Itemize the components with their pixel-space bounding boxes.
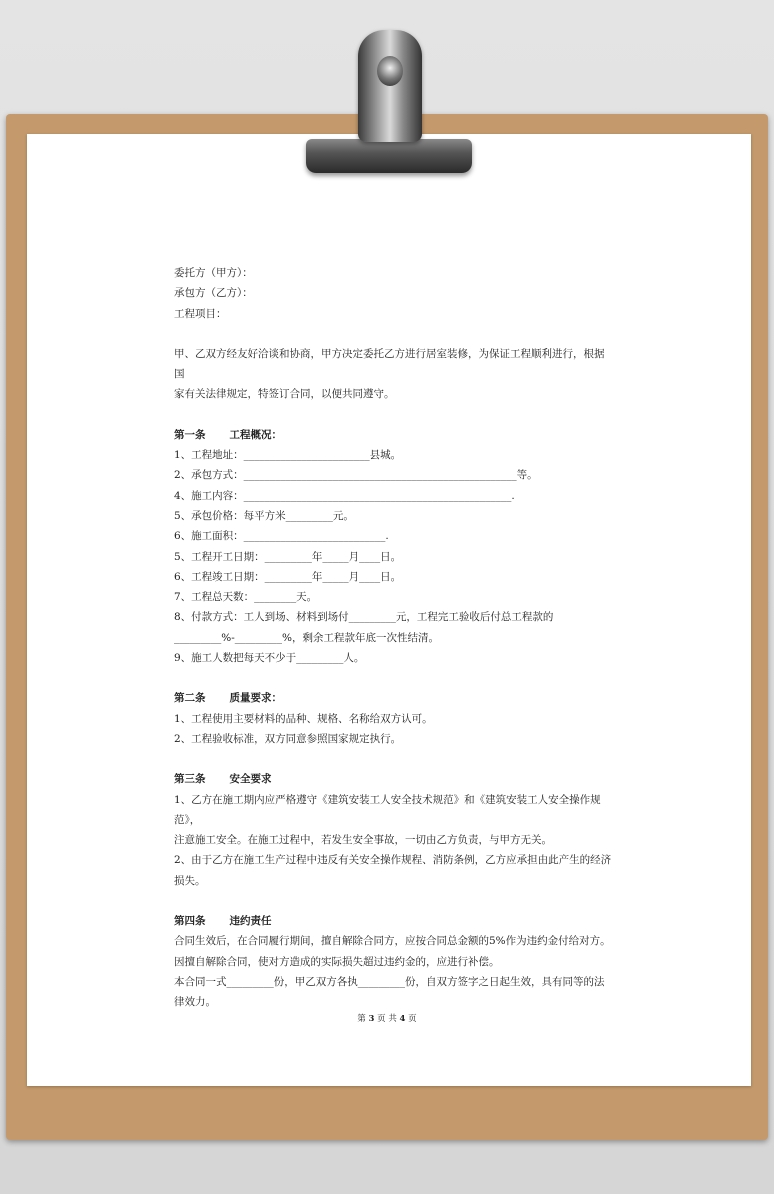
article-1-line: 8、付款方式：工人到场、材料到场付_________元，工程完工验收后付总工程款的 [174, 611, 554, 624]
intro-line: 家有关法律规定，特签订合同，以便共同遵守。 [174, 388, 395, 401]
article-4-line: 本合同一式_________份，甲乙双方各执_________份，自双方签字之日起生效，具有同等的法 [174, 975, 605, 988]
binder-clip-lever [358, 30, 422, 142]
article-1-line: 5、工程开工日期：_________年_____月____日。 [174, 550, 402, 563]
party-a-line: 委托方（甲方）： [174, 267, 253, 279]
article-1-line: 2、承包方式：____________________________________________________等。 [174, 469, 538, 482]
footer-total: 4 [399, 1014, 406, 1024]
article-1-heading: 第一条 工程概况： [174, 428, 282, 441]
article-2-heading: 第二条 质量要求： [174, 692, 282, 705]
binder-clip-hole [377, 56, 403, 86]
article-1-line: 6、施工面积：___________________________. [174, 530, 389, 543]
page-number-footer [300, 1012, 474, 1024]
article-3-line: 2、由于乙方在施工生产过程中违反有关安全操作规程、消防条例，乙方应承担由此产生的经济 [174, 854, 612, 867]
intro-line: 甲、乙双方经友好洽谈和协商，甲方决定委托乙方进行居室装修，为保证工程顺利进行，根据国 [174, 347, 605, 381]
article-1-line: 9、施工人数把每天不少于_________人。 [174, 652, 365, 665]
party-b-line: 承包方（乙方）： [174, 287, 253, 300]
footer-suffix: 页 [408, 1014, 417, 1024]
article-4-line: 合同生效后，在合同履行期间，擅自解除合同方，应按合同总金额的5%作为违约金付给对方。 [174, 935, 611, 948]
article-4-line: 因擅自解除合同，使对方造成的实际损失超过违约金的，应进行补偿。 [174, 955, 500, 968]
article-2-line: 2、工程验收标准，双方同意参照国家规定执行。 [174, 732, 402, 745]
footer-page: 3 [368, 1014, 375, 1024]
article-1-line: 5、承包价格：每平方米_________元。 [174, 509, 354, 522]
article-1-line: 4、施工内容：___________________________________________________. [174, 489, 515, 502]
project-line: 工程项目： [174, 307, 227, 320]
article-1-line: 1、工程地址：________________________县城。 [174, 449, 402, 462]
binder-clip-base [306, 139, 472, 173]
article-4-heading: 第四条 违约责任 [174, 915, 272, 928]
article-1-line: 6、工程竣工日期：_________年_____月____日。 [174, 570, 402, 583]
article-3-heading: 第三条 安全要求 [174, 773, 272, 786]
article-1-line: 7、工程总天数：________天。 [174, 591, 318, 604]
footer-mid: 页 共 [377, 1014, 397, 1024]
article-2-line: 1、工程使用主要材料的品种、规格、名称给双方认可。 [174, 712, 433, 725]
article-3-line: 损失。 [174, 874, 206, 887]
footer-prefix: 第 [357, 1014, 366, 1024]
article-3-line: 注意施工安全。在施工过程中，若发生安全事故，一切由乙方负责，与甲方无关。 [174, 834, 552, 847]
contract-body [174, 263, 614, 1013]
article-3-line: 1、乙方在施工期内应严格遵守《建筑安装工人安全技术规范》和《建筑安装工人安全操作规范》， [174, 793, 601, 826]
article-4-line: 律效力。 [174, 996, 216, 1009]
article-1-line: _________%-_________%，剩余工程款年底一次性结清。 [174, 631, 440, 644]
